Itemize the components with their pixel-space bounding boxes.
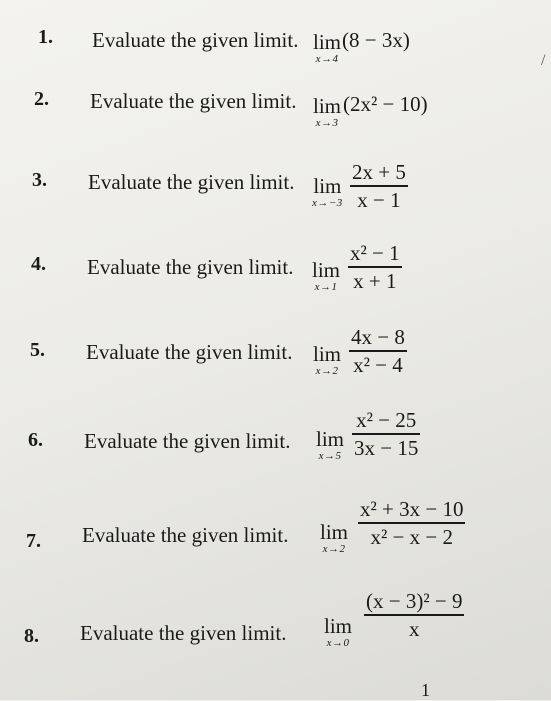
fraction-numerator: x² − 25: [356, 408, 417, 432]
limit-operator: [316, 429, 344, 462]
limit-fraction: [350, 162, 408, 211]
fraction-denominator: x + 1: [353, 268, 397, 293]
problem-prompt: Evaluate the given limit.: [88, 170, 295, 194]
problem-prompt: Evaluate the given limit.: [84, 429, 291, 453]
fraction-numerator: 2x + 5: [352, 160, 406, 184]
fraction-numerator: x² + 3x − 10: [360, 497, 464, 521]
problem-prompt: Evaluate the given limit.: [86, 340, 293, 364]
lim-subscript: x→2: [322, 543, 346, 555]
problem-prompt: Evaluate the given limit.: [82, 523, 289, 547]
lim-word: lim: [316, 427, 345, 451]
fraction-denominator: x: [408, 616, 420, 641]
limit-fraction: [349, 327, 407, 376]
limit-operator: [324, 616, 352, 649]
lim-word: lim: [313, 30, 342, 54]
fraction-denominator: x² − x − 2: [370, 524, 453, 549]
fraction-numerator: 4x − 8: [351, 325, 405, 349]
lim-word: lim: [313, 342, 342, 366]
problem-number: 3.: [32, 169, 47, 191]
limit-operator: [320, 522, 348, 555]
fraction-numerator: x² − 1: [350, 241, 400, 265]
problem-prompt: Evaluate the given limit.: [92, 28, 299, 52]
lim-subscript: x→3: [315, 117, 339, 129]
problem-prompt: Evaluate the given limit.: [87, 255, 294, 279]
limit-operator: [312, 260, 340, 293]
lim-word: lim: [324, 614, 353, 638]
limit-fraction: [358, 499, 465, 548]
problem-number: 1.: [38, 26, 53, 48]
limit-operator: [313, 344, 341, 377]
limit-operator: [313, 96, 341, 129]
lim-word: lim: [320, 520, 349, 544]
limit-fraction: [348, 243, 402, 292]
limit-expression: (2x² − 10): [343, 92, 428, 116]
lim-subscript: x→2: [315, 365, 339, 377]
page-number: 1: [421, 680, 430, 700]
problem-number: 4.: [31, 253, 46, 275]
limit-operator: [312, 176, 343, 209]
problem-number: 6.: [28, 429, 43, 451]
limit-operator: [313, 32, 341, 65]
fraction-denominator: x² − 4: [353, 352, 403, 377]
problem-number: 7.: [26, 530, 41, 552]
limit-expression: (8 − 3x): [342, 28, 410, 52]
lim-word: lim: [313, 94, 342, 118]
problem-number: 2.: [34, 88, 49, 110]
fraction-numerator: (x − 3)² − 9: [366, 589, 463, 613]
lim-subscript: x→5: [318, 450, 342, 462]
problem-prompt: Evaluate the given limit.: [90, 89, 297, 113]
lim-subscript: x→4: [315, 53, 339, 65]
problem-number: 8.: [24, 625, 39, 647]
problem-number: 5.: [30, 339, 45, 361]
lim-subscript: x→0: [326, 637, 350, 649]
fraction-denominator: x − 1: [357, 187, 401, 212]
edge-mark: /: [541, 52, 546, 69]
problem-prompt: Evaluate the given limit.: [80, 621, 287, 645]
lim-subscript: x→−3: [312, 197, 343, 209]
fraction-denominator: 3x − 15: [354, 435, 419, 460]
lim-word: lim: [312, 258, 341, 282]
lim-word: lim: [313, 174, 342, 198]
lim-subscript: x→1: [314, 281, 338, 293]
limit-fraction: [352, 410, 420, 459]
limit-fraction: [364, 591, 464, 640]
